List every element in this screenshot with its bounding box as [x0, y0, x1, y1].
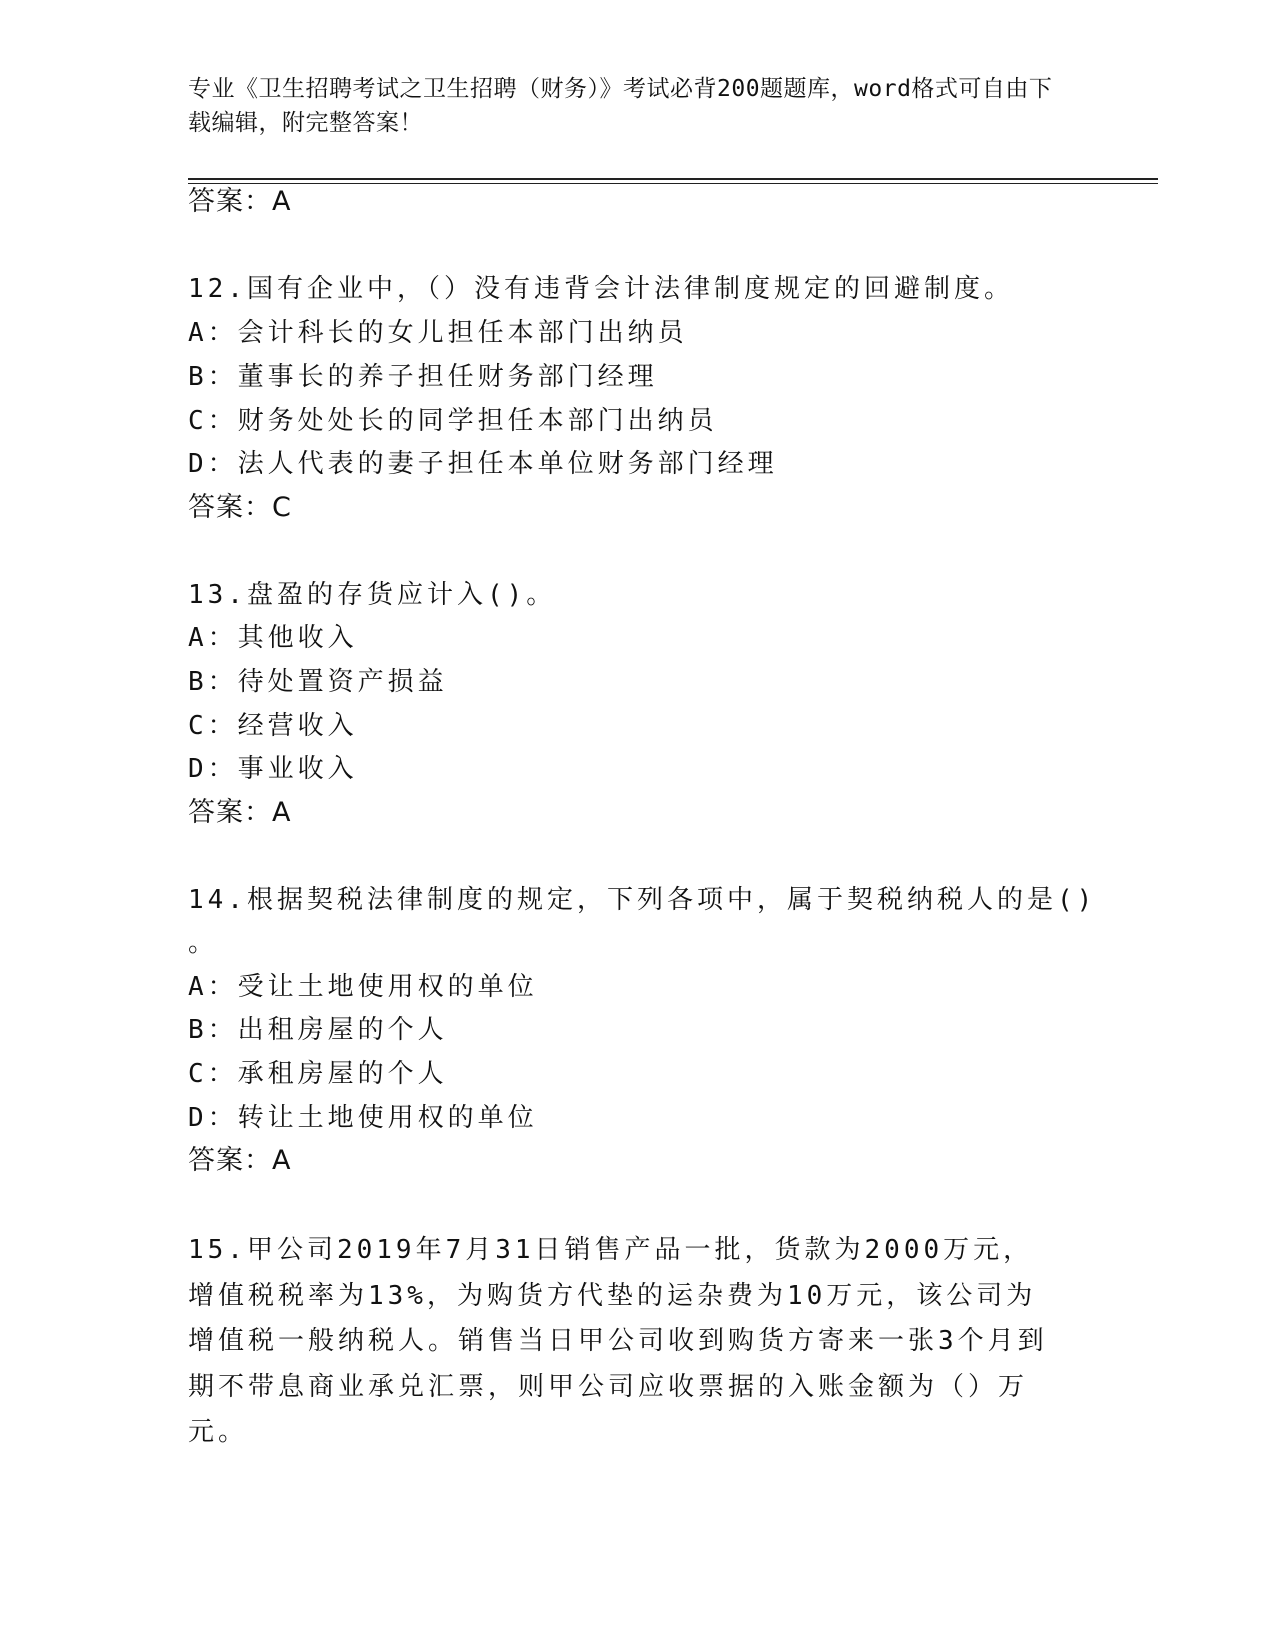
answer-line: 答案：A — [188, 797, 292, 828]
option-d: D：转让土地使用权的单位 — [188, 1103, 538, 1133]
answer-line: 答案：A — [188, 1145, 292, 1176]
option-b: B：董事长的养子担任财务部门经理 — [188, 362, 658, 392]
option-b: B：待处置资产损益 — [188, 667, 448, 697]
option-c: C：财务处处长的同学担任本部门出纳员 — [188, 406, 718, 436]
option-d: D：法人代表的妻子担任本单位财务部门经理 — [188, 449, 778, 479]
answer-line: 答案：A — [188, 186, 292, 217]
option-b: B：出租房屋的个人 — [188, 1015, 448, 1045]
answer-line: 答案：C — [188, 492, 292, 523]
header-rule-thick — [188, 178, 1158, 180]
question-stem: 12.国有企业中，（）没有违背会计法律制度规定的回避制度。 — [188, 274, 1014, 304]
question-stem: 13.盘盈的存货应计入()。 — [188, 580, 557, 610]
question-stem: 14.根据契税法律制度的规定，下列各项中，属于契税纳税人的是() — [188, 885, 1097, 915]
option-a: A：受让土地使用权的单位 — [188, 972, 538, 1002]
option-a: A：会计科长的女儿担任本部门出纳员 — [188, 318, 688, 348]
question-stem-continuation: 。 — [188, 928, 219, 958]
header-rule-thin — [188, 183, 1158, 184]
option-c: C：承租房屋的个人 — [188, 1059, 448, 1089]
document-header: 专业《卫生招聘考试之卫生招聘（财务）》考试必背200题题库，word格式可自由下载编辑，附完整答案！ — [188, 76, 1053, 136]
option-a: A：其他收入 — [188, 623, 358, 653]
option-c: C：经营收入 — [188, 711, 358, 741]
question-stem: 15.甲公司2019年7月31日销售产品一批，货款为2000万元，增值税税率为13%，为购货方代垫的运杂费为10万元，该公司为增值税一般纳税人。销售当日甲公司收到购货方寄来一张3个月到期不带息商业承兑汇票，则甲公司应收票据的入账金额为（）万元。 — [188, 1235, 1048, 1447]
option-d: D：事业收入 — [188, 754, 358, 784]
